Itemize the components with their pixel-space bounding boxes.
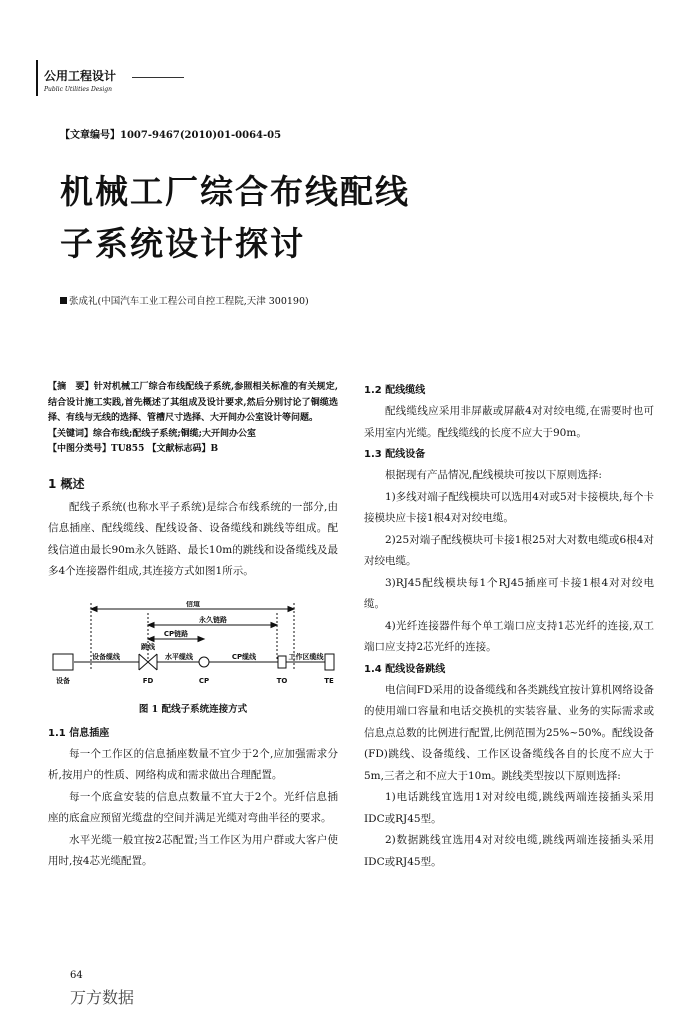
label-cp-cable: CP缆线: [231, 652, 257, 661]
section-1-4-p1: 电信间FD采用的设备缆线和各类跳线宜按计算机网络设备的使用端口容量和电话交换机的实装容量、业务的实际需求或信息点总数的比例进行配置,比例范围为25%~50%。配线设备(FD)跳线、设备缆线、工作区设备缆线各自的长度不应大于5m,三者之和不应大于10m。跳线类型按以下原则选择:: [364, 683, 654, 782]
section-1-3-item-2: 2)25对端子配线模块可卡接1根25对大对数电缆或6根4对对绞电缆。: [364, 533, 654, 567]
te-box: [325, 654, 334, 670]
label-jumper: 跳线: [141, 642, 155, 651]
figure-1-diagram: [48, 601, 338, 699]
article-number: 【文章编号】1007-9467(2010)01-0064-05: [60, 130, 282, 141]
section-1-3-item-1: 1)多线对端子配线模块可以选用4对或5对卡接模块,每个卡接模块应卡接1根4对对绞电缆。: [364, 490, 654, 524]
label-to: TO: [276, 676, 288, 685]
left-column: [48, 380, 338, 873]
keywords: 【关键词】综合布线;配线子系统;铜缆;大开间办公室: [48, 428, 256, 439]
label-horizontal-cable: 水平缆线: [165, 652, 193, 661]
label-te: TE: [324, 676, 334, 685]
page-number: 64: [70, 970, 83, 981]
label-fd: FD: [142, 676, 154, 685]
title-line-1: 机械工厂综合布线配线: [60, 172, 410, 211]
label-permanent-link: 永久链路: [199, 615, 227, 624]
section-1-3-p1: 根据现有产品情况,配线模块可按以下原则选择:: [385, 469, 602, 481]
article-title: [60, 166, 410, 270]
label-equip-cable: 设备缆线: [92, 652, 120, 661]
author-square-icon: [60, 297, 67, 304]
section-1-para: 配线子系统(也称水平子系统)是综合布线系统的一部分,由信息插座、配线缆线、配线设备、设备缆线和跳线等组成。配线信道由最长90m永久链路、最长10m的跳线和设备缆线及最多4个连接器件组成,其连接方式如图1所示。: [48, 500, 338, 577]
cp-circle: [199, 657, 209, 667]
label-cp: CP: [198, 676, 210, 685]
abstract-block: [48, 380, 338, 458]
section-1-4-item-2: 2)数据跳线宜选用4对对绞电缆,跳线两端连接插头采用IDC或RJ45型。: [364, 834, 654, 868]
to-box: [278, 656, 286, 668]
section-1-3-item-3: 3)RJ45配线模块每1个RJ45插座可卡接1根4对对绞电缆。: [364, 576, 654, 610]
right-column: [364, 380, 654, 873]
fd-cross-connect: [139, 654, 157, 670]
section-1-1-p1: 每一个工作区的信息插座数量不宜少于2个,应加强需求分析,按用户的性质、网络构成和需求做出合理配置。: [48, 747, 338, 781]
clc-number: 【中图分类号】TU855 【文献标志码】B: [48, 444, 219, 454]
section-1-3-heading: 1.3 配线设备: [364, 449, 426, 460]
abstract-text: 【摘 要】针对机械工厂综合布线配线子系统,参照相关标准的有关规定,结合设计施工实践,首先概述了其组成及设计要求,然后分别讨论了铜缆选择、有线与无线的选择、管槽尺寸选择、大开间办公室设计等问题。: [48, 382, 338, 423]
label-equipment: 设备: [56, 676, 70, 685]
section-1-1-p3: 水平光缆一般宜按2芯配置;当工作区为用户群或大客户使用时,按4芯光缆配置。: [48, 833, 338, 867]
label-channel: 信道: [186, 600, 200, 608]
equipment-box: [53, 654, 73, 670]
header-bar: [36, 60, 38, 96]
label-work-area-cable: 工作区缆线: [288, 652, 324, 661]
section-1-2-heading: 1.2 配线缆线: [364, 385, 426, 396]
title-line-2: 子系统设计探讨: [60, 224, 305, 263]
figure-1-caption: 图 1 配线子系统连接方式: [138, 703, 248, 715]
author-text: 张成礼(中国汽车工业工程公司自控工程院,天津 300190): [69, 296, 309, 307]
section-1-1-heading: 1.1 信息插座: [48, 727, 110, 739]
watermark: 万方数据: [70, 988, 135, 1007]
section-1-1-p2: 每一个底盒安装的信息点数量不宜大于2个。光纤信息插座的底盒应预留光缆盘的空间并满足光缆对弯曲半径的要求。: [48, 790, 338, 824]
section-1-4-item-1: 1)电话跳线宜选用1对对绞电缆,跳线两端连接插头采用IDC或RJ45型。: [364, 791, 654, 825]
section-1-4-heading: 1.4 配线设备跳线: [364, 663, 446, 675]
section-1-2-p1: 配线缆线应采用非屏蔽或屏蔽4对对绞电缆,在需要时也可采用室内光缆。配线缆线的长度不应大于90m。: [364, 405, 654, 439]
section-1-heading: 1 概述: [48, 476, 85, 491]
header-rule: [132, 77, 184, 78]
journal-name-en: Public Utilities Design: [44, 86, 113, 93]
figure-1: [48, 601, 338, 699]
author-line: [60, 293, 309, 307]
label-cp-link: CP链路: [163, 629, 189, 638]
journal-name-cn: 公用工程设计: [44, 69, 117, 83]
section-1-3-item-4: 4)光纤连接器件每个单工端口应支持1芯光纤的连接,双工端口应支持2芯光纤的连接。: [364, 619, 654, 653]
